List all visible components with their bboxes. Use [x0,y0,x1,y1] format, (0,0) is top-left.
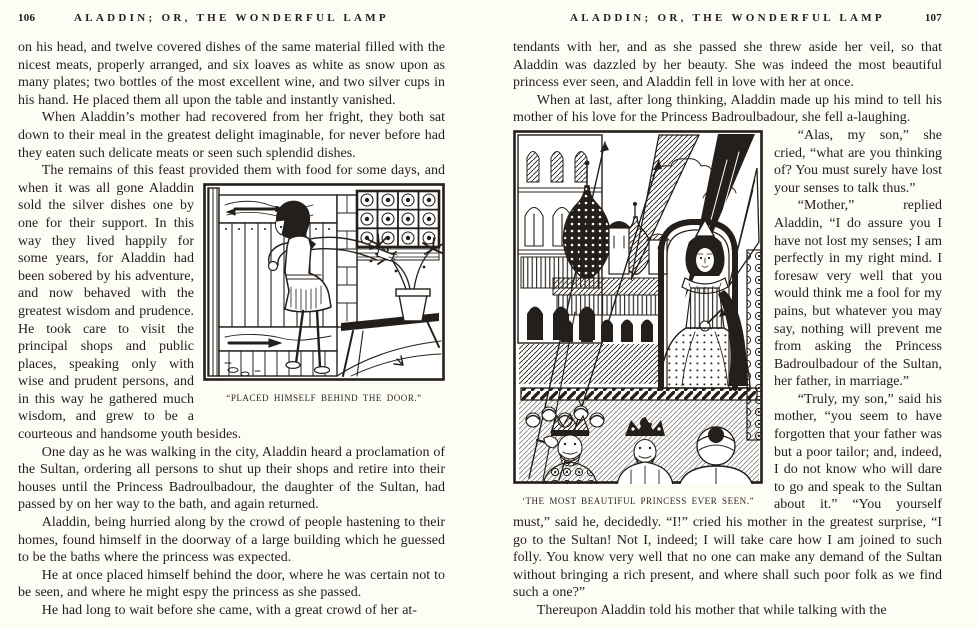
page-107 [489,0,978,627]
paragraph: on his head, and twelve covered dishes of the same material filled with the nicest meats, properly arranged, and six loaves as white as snow upon as many plates; two bottles of the most excellent wine, and two silver cups in his hand. He placed them all upon the table and instantly vanished. [18,40,445,108]
paragraph: “Mother,” replied Aladdin, “I do assure you I have not lost my senses; I am perfectly in my right mind. I foresaw very well that you would think me a fool for my pains, but whatever you may say, nothing will prevent me from asking the Princess Badroulbadour of the Sultan, her father, in marriage.” [774,198,942,390]
running-title-right: ALADDIN; OR, THE WONDERFUL LAMP [570,12,885,24]
paragraph-text: a-laughing. [846,110,911,126]
princess-procession-drawing [513,130,763,484]
paragraph-text: The remains of this feast provided them with food for some days, [41,163,425,179]
paragraph: One day as he was walking in the city, Aladdin heard a proclamation of the Sultan, ordering all persons to shut up their shops and retire into their houses until the Princess Badroulbadour, the daughter of the Sultan, had passed by on her way to the bath, and again returned. [18,444,445,513]
running-title-left: ALADDIN; OR, THE WONDERFUL LAMP [74,12,389,24]
running-head-left [18,12,445,24]
illustration-door-scene [203,183,445,408]
paragraph [18,162,445,444]
page-number-right: 107 [924,12,942,24]
page-number-left: 106 [18,12,36,24]
paragraph: “Truly, my son,” said his mother, “you seem to have forgotten that your father was but a poor tailor; and, indeed, I do not know who will dare to go and speak to the Sultan about it.” “You yourself must,” said he, decidedly. “I!” cried his mother in the greatest surprise, “I go to the Sultan! Not I, indeed; I will take care how I am joined to such folly. You know very well that no one can make any demand of the Sultan without bringing a rich present, and where shall such poor folk as we find such a one?” [513,391,942,601]
right-page-text [513,39,942,620]
paragraph-text: When at last, after long thinking, Aladdin made up his mind to tell his mother of his love for the Princess Badroulbadour, she fell [513,92,942,126]
door-scene-drawing [203,183,445,381]
illustration-caption: ‘THE MOST BEAUTIFUL PRINCESS EVER SEEN.” [521,495,755,506]
paragraph: He had long to wait before she came, with a great crowd of her at- [41,603,417,618]
paragraph: Thereupon Aladdin told his mother that while talking with the [536,603,887,618]
illustration-princess-procession [513,130,763,511]
paragraph: “Alas, my son,” she cried, “what are you thinking of? You must surely have lost your senses to talk thus.” [774,127,942,196]
paragraph: When Aladdin’s mother had recovered from her fright, they both sat down to their meal in the greatest delight imaginable, for never before had they eaten such delicate meats or seen such splendid dishes. [18,110,445,161]
paragraph: He at once placed himself behind the door, where he was certain not to be seen, and where he might espy the princess as she passed. [18,567,445,601]
paragraph: tendants with her, and as she passed she threw aside her veil, so that Aladdin was dazzled by her beauty. She was indeed the most beautiful princess ever seen, and Aladdin fell in love with her at once. [513,40,942,91]
paragraph: Aladdin, being hurried along by the crowd of people hastening to their homes, found himself in the doorway of a large building which he guessed to be the baths where the princess was expected. [18,515,445,566]
running-head-right [513,12,942,24]
paragraph-text: and when it was all gone Aladdin sold the silver dishes one by one for their support. In this way they lived happily for some years, for Aladdin had been sobered by his adventure, and now behaved with the greatest wisdom and prudence. He took care to visit the principal shops and public places, speaking only with wise and prudent persons, and in this way he gathered much wisdom, and grew to be a courteous and handsome youth besides. [18,163,445,443]
illustration-caption: “PLACED HIMSELF BEHIND THE DOOR.” [226,392,422,403]
left-page-text [18,39,445,620]
